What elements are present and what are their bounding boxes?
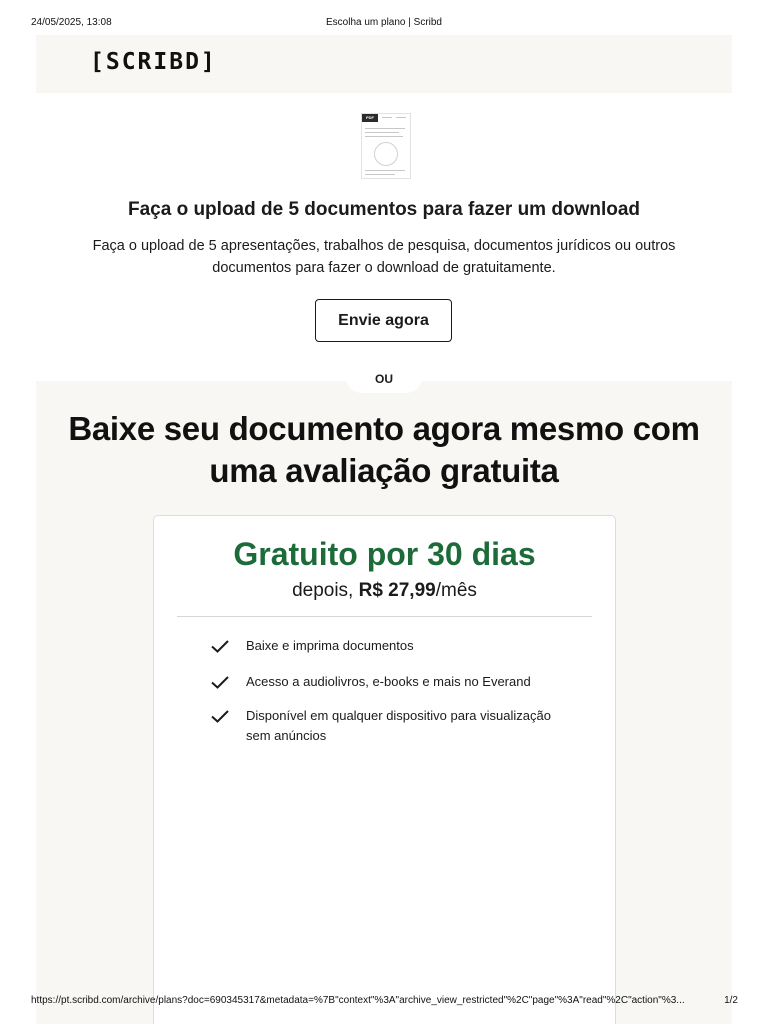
- feature-list: [210, 634, 570, 746]
- thumb-line: [365, 132, 399, 133]
- feature-item: [210, 706, 570, 746]
- plan-card[interactable]: [153, 515, 616, 1024]
- feature-label: Acesso a audiolivros, e-books e mais no Everand: [246, 674, 531, 689]
- upload-offer-description: Faça o upload de 5 apresentações, trabalhos de pesquisa, documentos jurídicos ou outros documentos para fazer o download de gratuitamente.: [92, 238, 676, 276]
- thumb-line: [365, 136, 403, 137]
- scribd-logo[interactable]: [SCRIBD]: [90, 49, 217, 75]
- feature-label: Disponível em qualquer dispositivo para visualização sem anúncios: [246, 708, 551, 743]
- thumb-line: [382, 117, 392, 118]
- print-datetime: 24/05/2025, 13:08: [31, 17, 112, 28]
- thumb-line: [396, 117, 406, 118]
- price-prefix: depois,: [292, 580, 359, 601]
- check-icon: [210, 638, 230, 654]
- plan-title: Gratuito por 30 dias: [233, 536, 536, 572]
- feature-item: [210, 636, 570, 656]
- feature-item: [210, 672, 570, 692]
- upload-offer-title: Faça o upload de 5 documentos para fazer um download: [127, 199, 641, 220]
- plan-price: R$ 27,99: [358, 580, 436, 601]
- print-header: [0, 17, 768, 31]
- pdf-badge: PDF: [362, 114, 378, 122]
- thumb-line: [365, 170, 405, 171]
- price-suffix: /mês: [435, 580, 477, 601]
- print-page-indicator: 1/2: [724, 995, 738, 1006]
- print-page-title: Escolha um plano | Scribd: [326, 17, 442, 28]
- thumb-line: [365, 128, 405, 129]
- plan-price-line: [154, 580, 615, 602]
- trial-offer-heading: Baixe seu documento agora mesmo com uma avaliação gratuita: [68, 410, 700, 489]
- thumb-figure: [374, 142, 398, 166]
- brand-bar: [36, 35, 732, 93]
- check-icon: [210, 708, 230, 724]
- or-divider-label: OU: [375, 372, 393, 386]
- check-icon: [210, 674, 230, 690]
- print-footer: [0, 995, 768, 1009]
- feature-label: Baixe e imprima documentos: [246, 638, 414, 653]
- document-thumbnail: [361, 113, 411, 179]
- thumb-line: [365, 174, 395, 175]
- print-url: https://pt.scribd.com/archive/plans?doc=690345317&metadata=%7B"context"%3A"archive_view_restricted"%2C"page"%3A"read"%2C"action"%3...: [31, 995, 685, 1006]
- upload-now-button[interactable]: Envie agora: [315, 299, 452, 342]
- plan-divider: [177, 616, 592, 617]
